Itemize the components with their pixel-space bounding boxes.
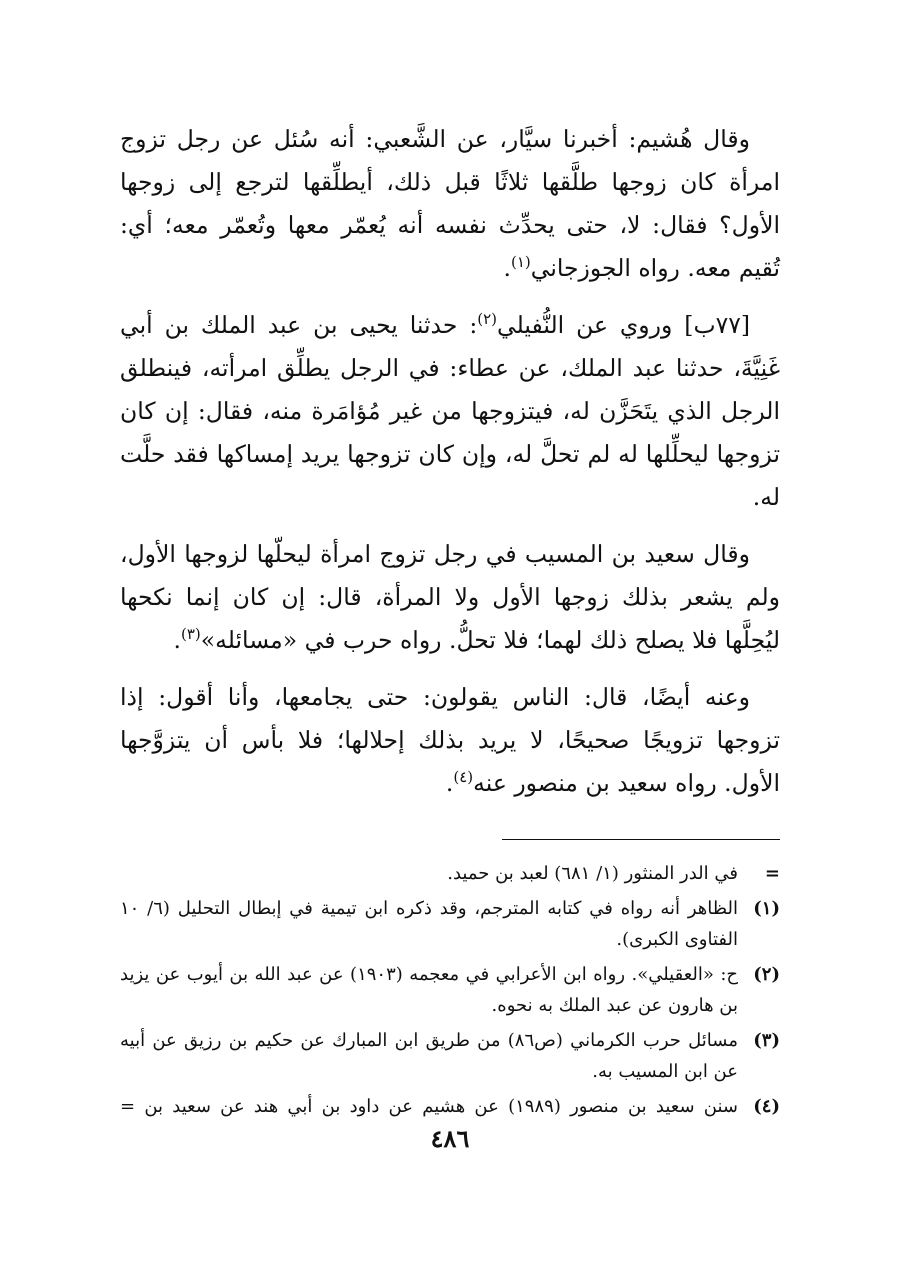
footnote-marker: (٢) — [753, 964, 780, 985]
page-number: ٤٨٦ — [430, 1124, 470, 1153]
footnote-text: ح: «العقيلي». رواه ابن الأعرابي في معجمه (١٩٠٣) عن عبد الله بن أيوب عن يزيد بن هارون عن عبد الملك به نحوه. — [120, 964, 739, 1016]
footnote-item — [120, 893, 780, 955]
footnote-marker: (١) — [753, 898, 780, 919]
paragraph: وقال هُشيم: أخبرنا سيَّار، عن الشَّعبي: أنه سُئل عن رجل تزوج امرأة كان زوجها طلَّقها ثلاثًا قبل ذلك، أيطلِّقها لترجع إلى زوجها الأول؟ فقال: لا، حتى يحدِّث نفسه أنه يُعمّر معها وتُعمّر معه؛ أي: تُقيم معه. رواه الجوزجاني$^{(١)}$. — [120, 125, 780, 282]
paragraph: [٧٧ب] وروي عن النُّفيلي$^{(٢)}$: حدثنا يحيى بن عبد الملك بن أبي غَنِيَّةَ، حدثنا عبد الملك، عن عطاء: في الرجل يطلِّق امرأته، فينطلق الرجل الذي يتَحَزَّن له، فيتزوجها من غير مُؤامَرة منه، فقال: إن كان تزوجها ليحلِّلها له لم تحلَّ له، وإن كان تزوجها يريد إمساكها فقد حلَّت له. — [120, 310, 780, 511]
footnote-item — [120, 858, 780, 889]
footnote-divider — [502, 839, 780, 840]
footnote-reference[interactable]: (٣) — [180, 625, 201, 644]
paragraph: وقال سعيد بن المسيب في رجل تزوج امرأة ليحلّها لزوجها الأول، ولم يشعر بذلك زوجها الأول ولا المرأة، قال: إن كان إنما نكحها ليُحِلَّها فلا يصلح ذلك لهما؛ فلا تحلُّ. رواه حرب في «مسائله»$^{(٣)}$. — [120, 540, 780, 654]
footnote-text: الظاهر أنه رواه في كتابه المترجم، وقد ذكره ابن تيمية في إبطال التحليل (٦/ ١٠ الفتاوى الكبرى). — [120, 898, 738, 950]
footnote-item — [120, 1091, 780, 1122]
footnote-item — [120, 1025, 780, 1087]
paragraph: وعنه أيضًا، قال: الناس يقولون: حتى يجامعها، وأنا أقول: إذا تزوجها تزويجًا صحيحًا، لا يريد بذلك إحلالها؛ فلا بأس أن يتزوَّجها الأول. رواه سعيد بن منصور عنه$^{(٤)}$. — [120, 683, 780, 797]
main-text — [120, 118, 780, 805]
footnote-reference[interactable]: (١) — [510, 253, 531, 272]
footnote-marker: (٣) — [753, 1030, 780, 1051]
footnote-item — [120, 959, 780, 1021]
footnote-text: في الدر المنثور (١/ ٦٨١) لعبد بن حميد. — [447, 863, 738, 884]
footnote-marker: = — [764, 863, 780, 884]
footnote-reference[interactable]: (٢) — [477, 310, 498, 329]
footnote-text: سنن سعيد بن منصور (١٩٨٩) عن هشيم عن داود بن أبي هند عن سعيد بن = — [120, 1096, 739, 1117]
footnote-reference[interactable]: (٤) — [453, 768, 474, 787]
footnote-text: مسائل حرب الكرماني (ص٨٦) من طريق ابن المبارك عن حكيم بن رزيق عن أبيه عن ابن المسيب به. — [120, 1030, 738, 1082]
footnotes — [120, 858, 780, 1122]
footnote-marker: (٤) — [753, 1096, 780, 1117]
